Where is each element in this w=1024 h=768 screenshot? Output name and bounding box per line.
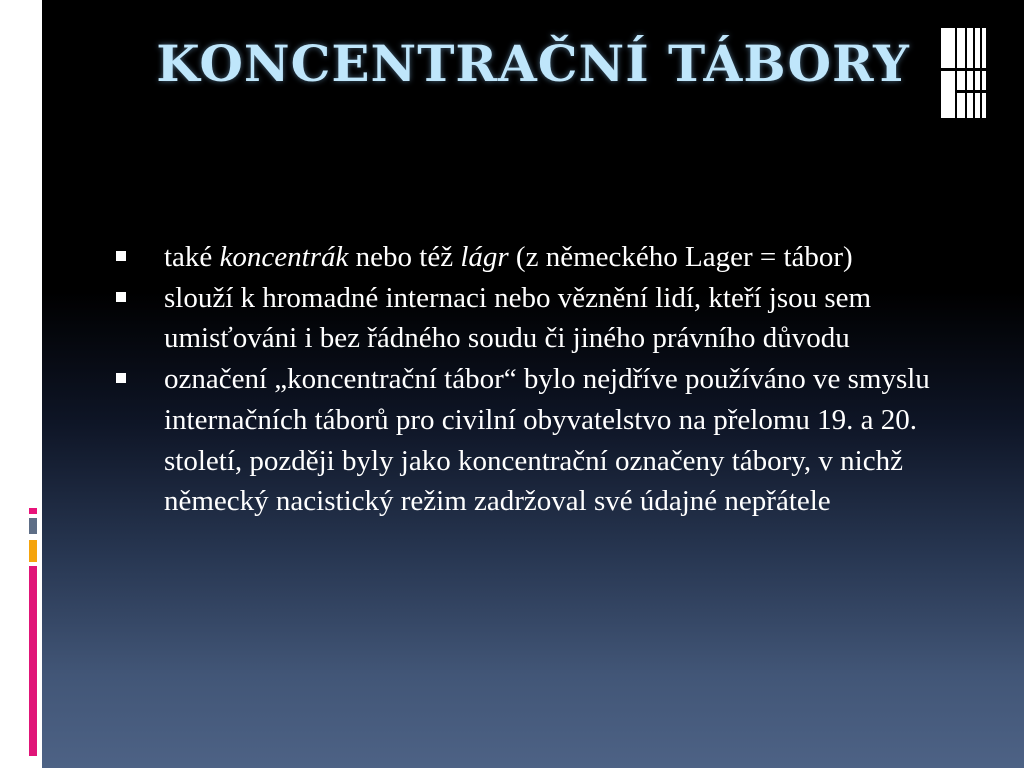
- bullet-item: [112, 237, 972, 278]
- square-bullet-icon: [116, 292, 126, 302]
- bullet-text: (z německého Lager = tábor): [508, 241, 853, 273]
- bullet-item: [112, 359, 972, 522]
- accent-bar-pink-top: [29, 508, 37, 514]
- accent-bar-orange: [29, 540, 37, 562]
- bullet-text-italic: lágr: [460, 241, 509, 273]
- bullet-list: [112, 237, 972, 522]
- bullet-text: označení „koncentrační tábor“ bylo nejdříve používáno ve smyslu internačních táborů pro civilní obyvatelstvo na přelomu 19. a 20. století, později byly jako koncentrační označeny tábory, v nichž německý nacistický režim zadržoval své údajné nepřátele: [164, 363, 930, 518]
- bullet-text: nebo též: [348, 241, 461, 273]
- bullet-item: [112, 278, 972, 359]
- bullet-text: také: [164, 241, 220, 273]
- bullet-text-italic: koncentrák: [219, 241, 349, 273]
- accent-bar-pink-bottom: [29, 566, 37, 756]
- square-bullet-icon: [116, 373, 126, 383]
- slide-title: KONCENTRAČNÍ TÁBORY: [156, 34, 910, 93]
- bullet-text: slouží k hromadné internaci nebo věznění lidí, kteří jsou sem umisťováni i bez řádného soudu či jiného právního důvodu: [164, 281, 872, 355]
- accent-bar-gray: [29, 518, 37, 534]
- square-bullet-icon: [116, 251, 126, 261]
